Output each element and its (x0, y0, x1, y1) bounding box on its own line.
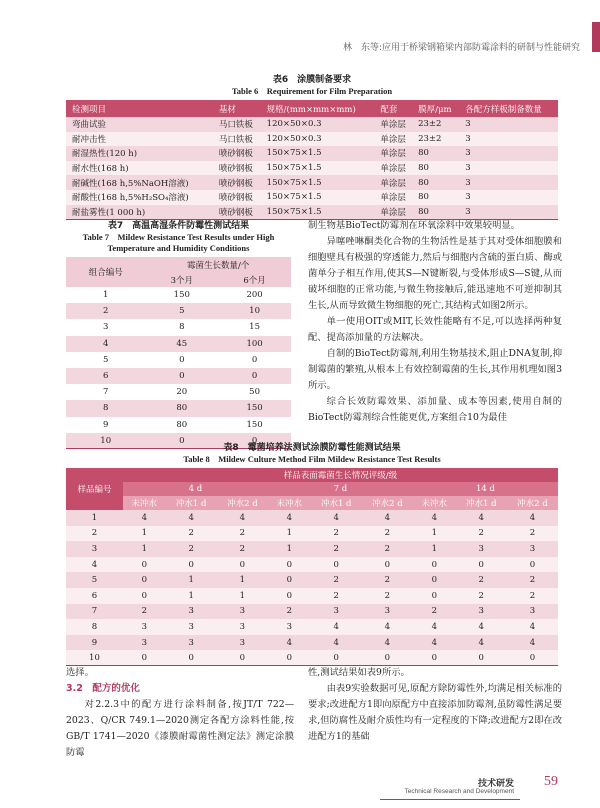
table-cell: 3 (166, 604, 217, 620)
table-row (66, 526, 558, 542)
table-cell: 1 (217, 588, 268, 604)
table-cell: 2 (456, 526, 507, 542)
table-7-col-6m: 6个月 (218, 272, 291, 287)
table-cell: 10 (218, 303, 291, 319)
table-cell: 20 (176, 387, 188, 398)
table-cell: 3 (459, 132, 558, 147)
table-8-subcol-header: 未冲水 (268, 496, 311, 510)
table-cell: 80 (176, 419, 188, 430)
table-row (66, 604, 558, 620)
page-number: 59 (544, 774, 558, 789)
table-cell: 0 (268, 588, 311, 604)
table-cell: 0 (507, 557, 558, 573)
table-8-period-header: 14 d (413, 482, 558, 496)
table-row (66, 368, 291, 384)
table-cell: 4 (456, 510, 507, 526)
table-cell: 1 (413, 526, 456, 542)
table-row (66, 400, 291, 416)
table-cell: 0 (413, 572, 456, 588)
table-cell: 3 (456, 604, 507, 620)
table-8-subcol-header: 冲水2 d (217, 496, 268, 510)
table-row (66, 205, 558, 220)
table-cell: 3 (362, 604, 413, 620)
table-6 (66, 72, 558, 220)
table-cell: 100 (218, 336, 291, 352)
table-cell: 10 (66, 433, 145, 449)
table-cell: 23±2 (412, 132, 459, 147)
table-row (66, 588, 558, 604)
table-6-caption-en: Table 6 Requirement for Film Preparation (231, 86, 393, 96)
table-7-caption-en-line1: Table 7 Mildew Resistance Test Results under High (82, 232, 275, 242)
table-cell: 120×50×0.3 (261, 117, 375, 132)
paragraph-tail: 性,测试结果如表9所示。 (308, 667, 410, 678)
table-7-col-group: 组合编号 (66, 257, 145, 287)
table-cell: 0 (362, 650, 413, 666)
table-8-period-header: 7 d (268, 482, 413, 496)
table-row (66, 352, 291, 368)
table-7-col-parent: 霉菌生长数量/个 (145, 257, 291, 272)
table-cell: 2 (66, 526, 123, 542)
table-row (66, 572, 558, 588)
table-row (66, 287, 291, 303)
table-cell: 150×75×1.5 (261, 190, 375, 205)
table-row (66, 541, 558, 557)
table-6-header-cell: 各配方样板制备数量 (459, 100, 558, 117)
table-cell: 0 (166, 650, 217, 666)
table-cell: 3 (166, 619, 217, 635)
table-cell: 4 (268, 635, 311, 651)
table-cell: 50 (249, 387, 260, 398)
table-row (66, 175, 558, 190)
table-cell: 0 (456, 650, 507, 666)
table-8-col-sample: 样品编号 (66, 468, 123, 510)
table-cell: 6 (66, 588, 123, 604)
table-cell: 单涂层 (374, 205, 412, 220)
table-cell: 8 (66, 400, 145, 416)
table-cell: 0 (268, 557, 311, 573)
table-cell: 120×50×0.3 (261, 132, 375, 147)
table-cell: 喷砂钢板 (213, 190, 261, 205)
table-cell: 单涂层 (374, 175, 412, 190)
paragraph: 自制的BioTect防霉剂,利用生物基技术,阻止DNA复制,抑制霉菌的繁殖,从根本上有效控制霉菌的生长,其作用机理如图3所示。 (308, 348, 562, 391)
table-cell: 0 (217, 557, 268, 573)
table-6-grid (66, 100, 558, 220)
table-8-caption-en: Table 8 Mildew Culture Method Film Mildew Resistance Test Results (183, 454, 441, 464)
table-cell: 4 (456, 635, 507, 651)
table-cell: 4 (311, 510, 362, 526)
table-cell: 0 (413, 650, 456, 666)
table-row (66, 336, 291, 352)
table-cell: 5 (66, 572, 123, 588)
paragraph: 异噻唑啉酮类化合物的生物活性是基于其对受体细胞膜和细胞壁具有极强的穿透能力,然后与细胞内含硫的蛋白质、酶或菌单分子相互作用,使其S—N键断裂,与受体形成S—S键,从而破坏细胞的正常功能,与微生物接触后,能迅速地不可逆抑制其生长,从而导致微生物细胞的死亡,其结构式如图2所示。 (308, 236, 562, 311)
table-cell: 2 (456, 572, 507, 588)
table-7-grid (66, 257, 291, 449)
table-cell: 0 (179, 354, 185, 365)
table-8-caption-cn: 表8 霉菌培养法测试涂膜防霉性能测试结果 (223, 443, 401, 453)
table-8-grid (66, 468, 558, 666)
table-cell: 8 (66, 619, 123, 635)
table-cell: 2 (311, 588, 362, 604)
table-cell: 0 (413, 557, 456, 573)
table-cell: 3 (311, 604, 362, 620)
paragraph: 综合长效防霉效果、添加量、成本等因素,使用自制的BioTect防霉剂综合性能更优,方案组合10为最佳 (308, 396, 562, 423)
table-cell: 2 (362, 572, 413, 588)
table-cell: 1 (413, 541, 456, 557)
table-cell: 3 (507, 541, 558, 557)
table-cell: 马口铁板 (213, 132, 261, 147)
table-cell: 2 (66, 303, 145, 319)
table-cell: 1 (166, 572, 217, 588)
table-cell: 4 (166, 510, 217, 526)
table-cell: 1 (123, 526, 166, 542)
table-cell: 3 (217, 635, 268, 651)
table-8-subcol-header: 冲水2 d (362, 496, 413, 510)
table-cell: 4 (413, 619, 456, 635)
table-cell: 耐酸性(168 h,5%H₂SO₄溶液) (66, 190, 213, 205)
table-cell: 150 (218, 400, 291, 416)
table-cell: 马口铁板 (213, 117, 261, 132)
table-cell: 4 (413, 635, 456, 651)
table-8-period-header: 4 d (123, 482, 268, 496)
page-footer (0, 768, 600, 808)
table-cell: 2 (413, 604, 456, 620)
table-cell: 2 (362, 541, 413, 557)
table-cell: 0 (456, 557, 507, 573)
table-cell: 弯曲试验 (66, 117, 213, 132)
table-row (66, 319, 291, 335)
table-cell: 3 (66, 541, 123, 557)
table-row (66, 557, 558, 573)
table-cell: 4 (413, 510, 456, 526)
table-row (66, 146, 558, 161)
table-8-col-parent: 样品表面霉菌生长情况评级/级 (123, 468, 558, 482)
footer-rule (380, 799, 520, 800)
table-cell: 4 (507, 635, 558, 651)
table-cell: 45 (145, 336, 218, 352)
table-6-caption-cn: 表6 涂膜制备要求 (272, 75, 352, 85)
table-6-header-cell: 检测项目 (66, 100, 213, 117)
table-cell: 23±2 (412, 117, 459, 132)
table-cell: 4 (217, 510, 268, 526)
table-cell: 2 (166, 541, 217, 557)
table-cell: 3 (459, 146, 558, 161)
table-cell: 0 (145, 433, 218, 449)
table-cell: 0 (123, 572, 166, 588)
table-cell: 2 (362, 526, 413, 542)
table-row (66, 303, 291, 319)
table-cell: 喷砂钢板 (213, 146, 261, 161)
table-cell: 1 (268, 526, 311, 542)
table-cell: 1 (123, 541, 166, 557)
table-cell: 0 (507, 650, 558, 666)
table-row (66, 117, 558, 132)
table-8-subcol-header: 冲水1 d (456, 496, 507, 510)
table-row (66, 635, 558, 651)
table-cell: 单涂层 (374, 146, 412, 161)
table-cell: 4 (456, 619, 507, 635)
table-cell: 0 (166, 557, 217, 573)
table-cell: 150×75×1.5 (261, 175, 375, 190)
table-8-header-row-1 (66, 468, 558, 482)
table-7-col-3m: 3个月 (145, 272, 218, 287)
body-text-right-bottom (308, 665, 562, 745)
table-6-header-cell: 膜厚/μm (412, 100, 459, 117)
table-cell: 3 (166, 635, 217, 651)
table-8-subcol-header: 冲水2 d (507, 496, 558, 510)
table-row (66, 384, 291, 400)
table-6-header-cell: 规格/(mm×mm×mm) (261, 100, 375, 117)
table-cell: 0 (268, 650, 311, 666)
table-cell: 4 (66, 336, 145, 352)
table-8-subcol-header: 冲水1 d (166, 496, 217, 510)
paragraph: 制生物基BioTect防霉剂在环氧涂料中效果较明显。 (308, 220, 520, 231)
table-cell: 单涂层 (374, 132, 412, 147)
table-cell: 3 (123, 619, 166, 635)
table-cell: 150 (173, 290, 190, 301)
table-cell: 喷砂钢板 (213, 175, 261, 190)
table-cell: 4 (362, 635, 413, 651)
table-cell: 3 (459, 161, 558, 176)
table-cell: 3 (217, 604, 268, 620)
table-cell: 3 (268, 619, 311, 635)
table-cell: 3 (123, 635, 166, 651)
table-cell: 10 (66, 650, 123, 666)
table-8-subcol-header: 未冲水 (413, 496, 456, 510)
table-cell: 150×75×1.5 (261, 146, 375, 161)
table-cell: 1 (217, 572, 268, 588)
table-cell: 0 (123, 588, 166, 604)
table-cell: 0 (268, 572, 311, 588)
table-cell: 3 (459, 175, 558, 190)
paragraph: 由表9实验数据可见,原配方除防霉性外,均满足相关标准的要求;改进配方1即向原配方中直接添加防霉剂,虽防霉性满足要求,但防腐性及耐介质性均有一定程度的下降;改进配方2即在改进配方1的基础 (308, 683, 562, 742)
table-cell: 4 (268, 510, 311, 526)
table-cell: 2 (311, 541, 362, 557)
table-cell: 80 (412, 161, 459, 176)
table-cell: 7 (66, 604, 123, 620)
table-cell: 2 (507, 572, 558, 588)
table-cell: 0 (413, 588, 456, 604)
table-cell: 0 (123, 650, 166, 666)
table-8 (66, 440, 558, 666)
table-cell: 2 (362, 588, 413, 604)
table-row (66, 132, 558, 147)
table-cell: 8 (179, 322, 185, 333)
table-6-header-row (66, 100, 558, 117)
table-cell: 0 (251, 354, 258, 365)
paragraph: 单一使用OIT或MIT,长效性能略有不足,可以选择两种复配、提高添加量的方法解决。 (308, 316, 562, 343)
table-cell: 单涂层 (374, 190, 412, 205)
table-8-header-row-2 (66, 482, 558, 496)
table-cell: 150×75×1.5 (261, 205, 375, 220)
table-cell: 1 (268, 541, 311, 557)
header-accent-bar (592, 22, 600, 52)
table-cell: 150×75×1.5 (261, 161, 375, 176)
table-cell: 0 (145, 368, 218, 384)
table-cell: 4 (362, 619, 413, 635)
table-cell: 80 (145, 400, 218, 416)
table-cell: 单涂层 (374, 117, 412, 132)
table-cell: 耐盐雾性(1 000 h) (66, 205, 213, 220)
table-cell: 2 (217, 526, 268, 542)
table-cell: 15 (249, 322, 260, 333)
table-cell: 6 (66, 368, 145, 384)
table-cell: 0 (311, 557, 362, 573)
table-cell: 耐碱性(168 h,5%NaOH溶液) (66, 175, 213, 190)
table-8-subcol-header: 未冲水 (123, 496, 166, 510)
running-header (0, 0, 600, 56)
table-cell: 2 (311, 526, 362, 542)
section-heading: 3.2 配方的优化 (66, 683, 140, 694)
table-cell: 9 (66, 635, 123, 651)
table-cell: 7 (102, 387, 109, 398)
table-cell: 4 (311, 619, 362, 635)
table-cell: 喷砂钢板 (213, 161, 261, 176)
table-cell: 5 (102, 354, 109, 365)
table-cell: 0 (217, 650, 268, 666)
table-cell: 150 (246, 419, 263, 430)
table-cell: 0 (362, 557, 413, 573)
table-cell: 4 (362, 510, 413, 526)
table-cell: 80 (412, 190, 459, 205)
table-7-header-row-1 (66, 257, 291, 272)
table-cell: 3 (456, 541, 507, 557)
table-row (66, 190, 558, 205)
body-text-right-column (308, 218, 562, 426)
table-cell: 3 (507, 604, 558, 620)
table-cell: 9 (102, 419, 109, 430)
table-cell: 4 (123, 510, 166, 526)
table-cell: 3 (459, 190, 558, 205)
table-cell: 0 (218, 433, 291, 449)
table-cell: 2 (166, 526, 217, 542)
table-cell: 2 (507, 588, 558, 604)
table-cell: 0 (218, 368, 291, 384)
table-cell: 4 (507, 510, 558, 526)
table-cell: 2 (268, 604, 311, 620)
table-cell: 0 (123, 557, 166, 573)
table-cell: 5 (145, 303, 218, 319)
table-cell: 耐湿热性(120 h) (66, 146, 213, 161)
table-cell: 3 (217, 619, 268, 635)
table-cell: 1 (102, 290, 109, 301)
table-row (66, 417, 291, 433)
table-cell: 80 (412, 205, 459, 220)
table-cell: 喷砂钢板 (213, 205, 261, 220)
table-cell: 0 (311, 650, 362, 666)
table-row (66, 161, 558, 176)
footer-column-cn: 技术研发 (477, 779, 514, 789)
running-title: 林 东等:应用于桥梁钢箱梁内部防霉涂料的研制与性能研究 (342, 43, 580, 53)
table-7 (66, 218, 291, 449)
table-cell: 80 (412, 175, 459, 190)
table-8-subcol-header: 冲水1 d (311, 496, 362, 510)
footer-column-en: Technical Research and Development (404, 788, 514, 795)
table-cell: 单涂层 (374, 161, 412, 176)
table-cell: 2 (217, 541, 268, 557)
table-cell: 2 (311, 572, 362, 588)
table-cell: 80 (412, 146, 459, 161)
table-cell: 耐水性(168 h) (66, 161, 213, 176)
table-cell: 4 (66, 557, 123, 573)
body-text-left-bottom (66, 665, 294, 761)
table-cell: 3 (459, 205, 558, 220)
table-6-header-cell: 基材 (213, 100, 261, 117)
table-cell: 1 (166, 588, 217, 604)
table-cell: 耐冲击性 (66, 132, 213, 147)
table-cell: 3 (459, 117, 558, 132)
table-cell: 1 (66, 510, 123, 526)
table-row (66, 650, 558, 666)
table-cell: 200 (246, 290, 263, 301)
table-row (66, 510, 558, 526)
table-cell: 2 (507, 526, 558, 542)
table-7-caption-cn: 表7 高温高湿条件防霉性测试结果 (107, 221, 250, 231)
table-cell: 2 (123, 604, 166, 620)
table-cell: 3 (102, 322, 109, 333)
paragraph-tail: 选择。 (66, 667, 94, 678)
table-cell: 2 (456, 588, 507, 604)
table-8-header-row-3 (66, 496, 558, 510)
table-cell: 4 (507, 619, 558, 635)
table-row (66, 619, 558, 635)
table-6-header-cell: 配套 (374, 100, 412, 117)
table-7-caption-en-line2: Temperature and Humidity Conditions (107, 243, 250, 253)
table-cell: 4 (311, 635, 362, 651)
paragraph: 对2.2.3中的配方进行涂料制备,按JT/T 722—2023、Q/CR 749.1—2020测定各配方涂料性能,按GB/T 1741—2020《漆膜耐霉菌性测定法》测定涂膜防霉 (66, 699, 294, 758)
